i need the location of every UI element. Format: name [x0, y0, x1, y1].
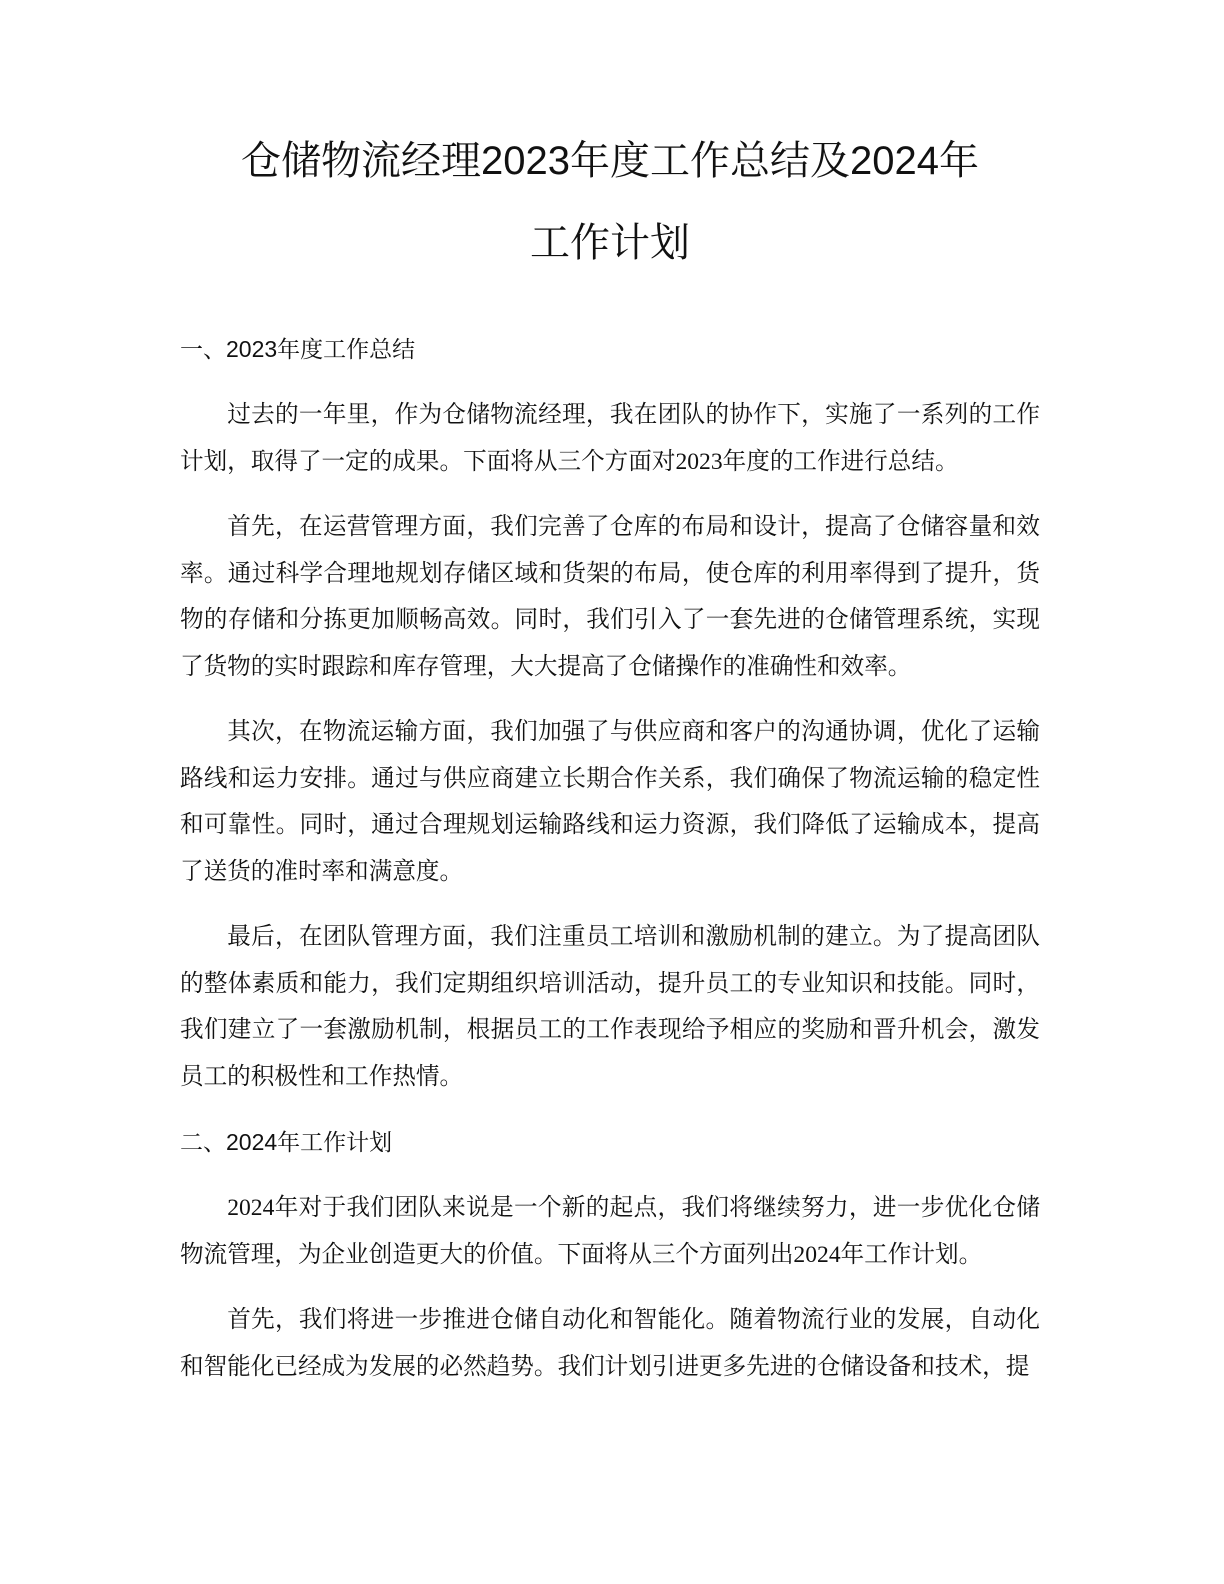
paragraph: 其次，在物流运输方面，我们加强了与供应商和客户的沟通协调，优化了运输路线和运力安排。通过与供应商建立长期合作关系，我们确保了物流运输的稳定性和可靠性。同时，通过合理规划运输路线和运力资源，我们降低了运输成本，提高了送货的准时率和满意度。 [180, 719, 1040, 885]
paragraph: 最后，在团队管理方面，我们注重员工培训和激励机制的建立。为了提高团队的整体素质和能力，我们定期组织培训活动，提升员工的专业知识和技能。同时，我们建立了一套激励机制，根据员工的工作表现给予相应的奖励和晋升机会，激发员工的积极性和工作热情。 [180, 924, 1040, 1090]
title-line-1: 仓储物流经理2023年度工作总结及2024年 [241, 139, 979, 183]
title-line-2: 工作计划 [530, 221, 690, 265]
paragraph: 2024年对于我们团队来说是一个新的起点，我们将继续努力，进一步优化仓储物流管理，为企业创造更大的价值。下面将从三个方面列出2024年工作计划。 [180, 1195, 1040, 1268]
document-title [180, 120, 1040, 284]
section-2024-plan [180, 1119, 1040, 1390]
paragraph: 过去的一年里，作为仓储物流经理，我在团队的协作下，实施了一系列的工作计划，取得了一定的成果。下面将从三个方面对2023年度的工作进行总结。 [180, 402, 1040, 475]
paragraph: 首先，在运营管理方面，我们完善了仓库的布局和设计，提高了仓储容量和效率。通过科学合理地规划存储区域和货架的布局，使仓库的利用率得到了提升，货物的存储和分拣更加顺畅高效。同时，我们引入了一套先进的仓储管理系统，实现了货物的实时跟踪和库存管理，大大提高了仓储操作的准确性和效率。 [180, 514, 1040, 680]
document-page [180, 120, 1040, 1409]
section-2023-summary [180, 326, 1040, 1100]
paragraph: 首先，我们将进一步推进仓储自动化和智能化。随着物流行业的发展，自动化和智能化已经成为发展的必然趋势。我们计划引进更多先进的仓储设备和技术，提 [180, 1307, 1040, 1380]
section-heading: 二、2024年工作计划 [180, 1129, 393, 1155]
section-heading: 一、2023年度工作总结 [180, 336, 416, 362]
